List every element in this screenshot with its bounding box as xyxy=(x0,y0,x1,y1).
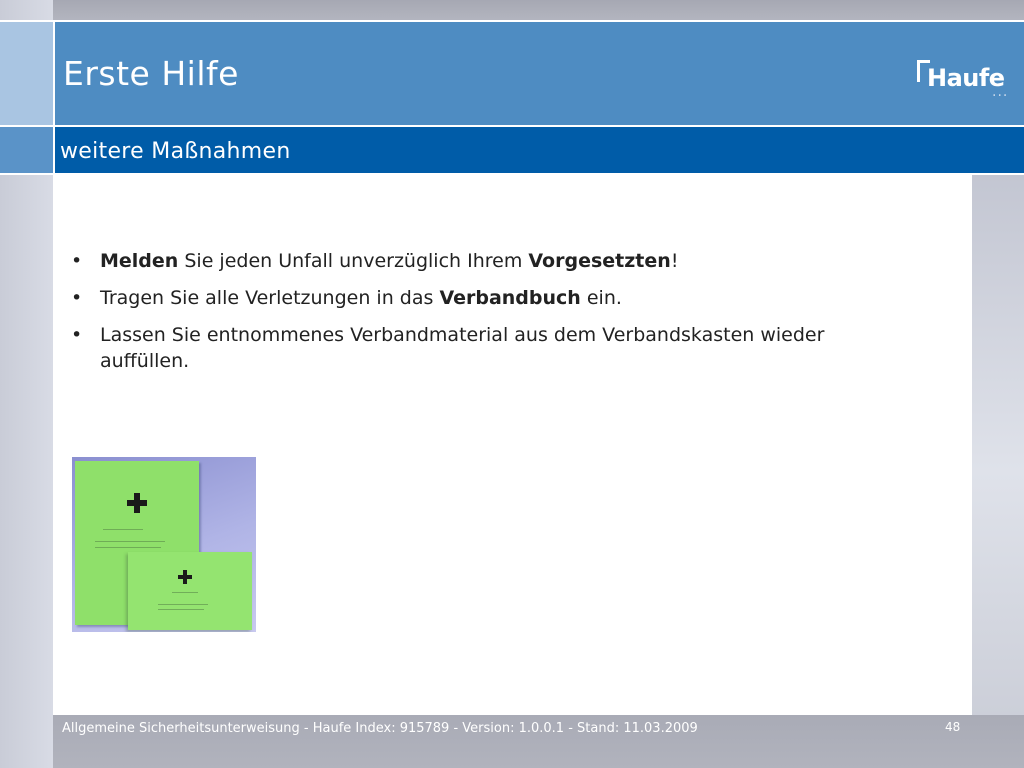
page-title: Erste Hilfe xyxy=(63,54,239,93)
bullet-list xyxy=(69,248,869,385)
bullet-dot-icon: • xyxy=(71,287,83,309)
bullet-text: ein. xyxy=(580,287,622,309)
right-frame-band xyxy=(972,174,1024,768)
bullet-text: Sie jeden Unfall unverzüglich Ihrem xyxy=(178,250,529,272)
top-frame-strip xyxy=(53,0,1024,22)
slide-content xyxy=(53,175,972,715)
bullet-item xyxy=(69,322,869,374)
bullet-text: Lassen Sie entnommenes Verbandmaterial aus dem Verbandskasten wieder auffüllen. xyxy=(100,324,825,372)
first-aid-cross-icon-small xyxy=(178,570,192,584)
verbandbuch-small-book xyxy=(128,552,252,630)
bullet-text-bold: Verbandbuch xyxy=(439,287,581,309)
bullet-item xyxy=(69,248,869,274)
footer-text: Allgemeine Sicherheitsunterweisung - Haufe Index: 915789 - Version: 1.0.0.1 - Stand: 11.03.2009 xyxy=(62,721,698,736)
bullet-text-bold: Vorgesetzten xyxy=(528,250,671,272)
subtitle-bar xyxy=(53,127,1024,175)
page-number: 48 xyxy=(945,720,961,734)
slide-subtitle: weitere Maßnahmen xyxy=(60,139,291,164)
haufe-logo xyxy=(917,60,1017,104)
bullet-text: ! xyxy=(670,250,679,272)
logo-dots-icon: ··· xyxy=(992,88,1009,104)
bullet-dot-icon: • xyxy=(71,250,83,272)
verbandbuch-photo xyxy=(72,457,256,632)
bullet-item xyxy=(69,285,869,311)
bullet-text-bold: Melden xyxy=(100,250,179,272)
bullet-dot-icon: • xyxy=(71,324,83,346)
bullet-text: Tragen Sie alle Verletzungen in das xyxy=(100,287,440,309)
first-aid-cross-icon xyxy=(127,493,147,513)
title-bar-accent xyxy=(0,20,53,127)
subtitle-bar-accent xyxy=(0,127,53,175)
title-bar xyxy=(53,20,1024,127)
logo-text: Haufe xyxy=(927,64,1005,92)
